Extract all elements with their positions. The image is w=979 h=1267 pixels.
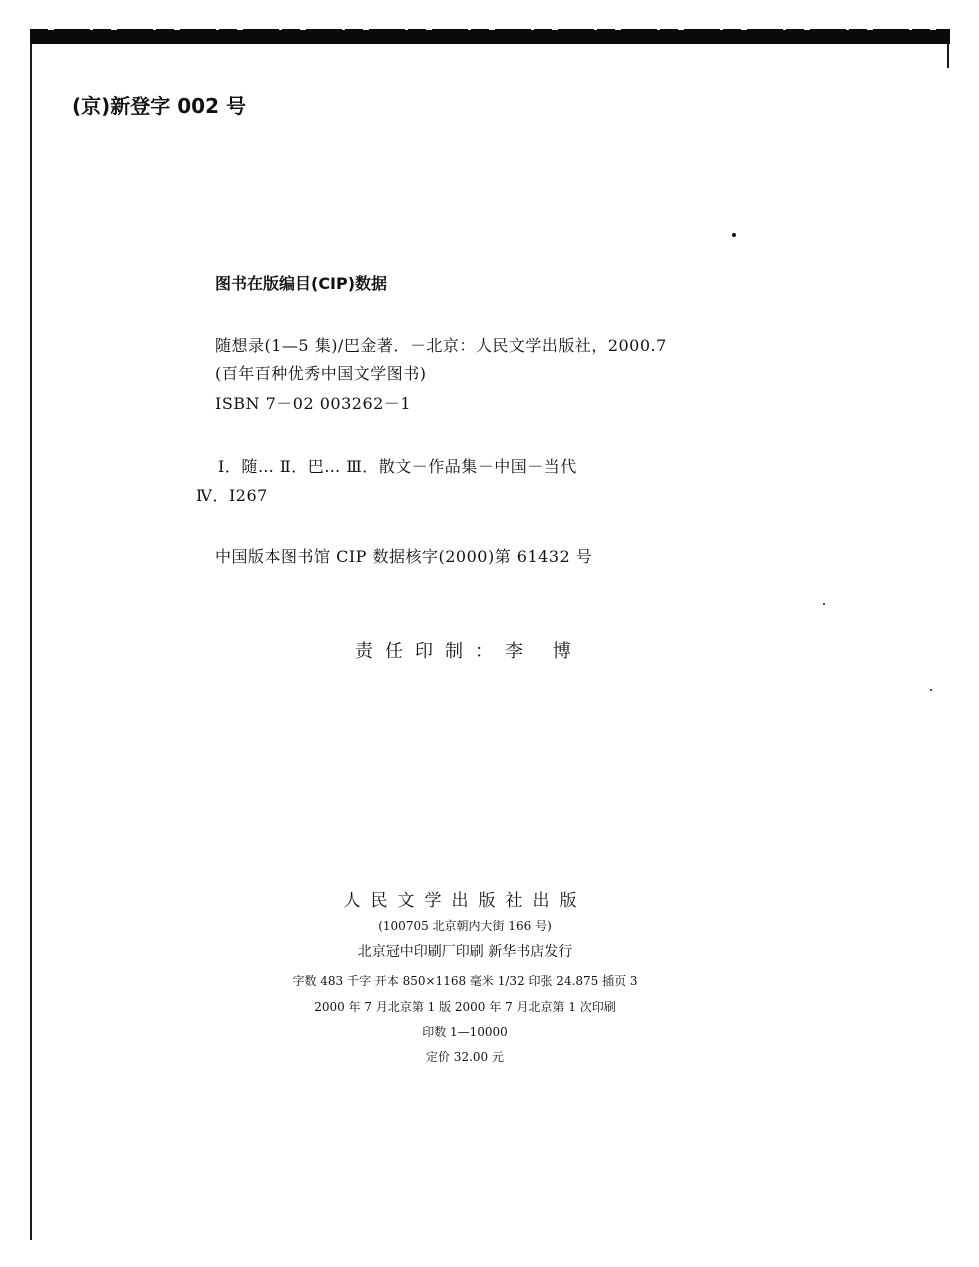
scan-speck — [823, 603, 825, 605]
scan-speck — [930, 689, 932, 691]
imprint-editions: 2000 年 7 月北京第 1 版 2000 年 7 月北京第 1 次印刷 — [314, 1000, 616, 1014]
imprint-address: (100705 北京朝内大街 166 号) — [378, 919, 552, 933]
scan-border-right — [947, 44, 949, 68]
imprint-print-run: 印数 1—10000 — [422, 1025, 508, 1039]
cip-title-line: 随想录(1—5 集)/巴金著．－北京：人民文学出版社，2000.7 — [215, 336, 667, 355]
cip-series-line: (百年百种优秀中国文学图书) — [215, 364, 427, 383]
cip-classification-line: Ⅳ．I267 — [196, 486, 268, 505]
cip-subjects-line: Ⅰ．随… Ⅱ．巴… Ⅲ．散文－作品集－中国－当代 — [218, 457, 577, 476]
imprint-printer: 北京冠中印刷厂印刷 新华书店发行 — [357, 944, 573, 960]
print-credit: 责任印制：李 博 — [355, 641, 583, 662]
registration-number: (京)新登字 002 号 — [72, 94, 246, 118]
cip-library-line: 中国版本图书馆 CIP 数据核字(2000)第 61432 号 — [215, 547, 593, 566]
cip-heading: 图书在版编目(CIP)数据 — [215, 274, 388, 293]
scan-border-top — [30, 30, 950, 44]
imprint-publisher: 人民文学出版社出版 — [343, 891, 587, 911]
cip-isbn-line: ISBN 7－02 003262－1 — [215, 394, 412, 413]
imprint-price: 定价 32.00 元 — [426, 1050, 504, 1064]
scan-speck — [732, 233, 736, 237]
imprint-specs: 字数 483 千字 开本 850×1168 毫米 1/32 印张 24.875 插页 3 — [292, 974, 638, 988]
